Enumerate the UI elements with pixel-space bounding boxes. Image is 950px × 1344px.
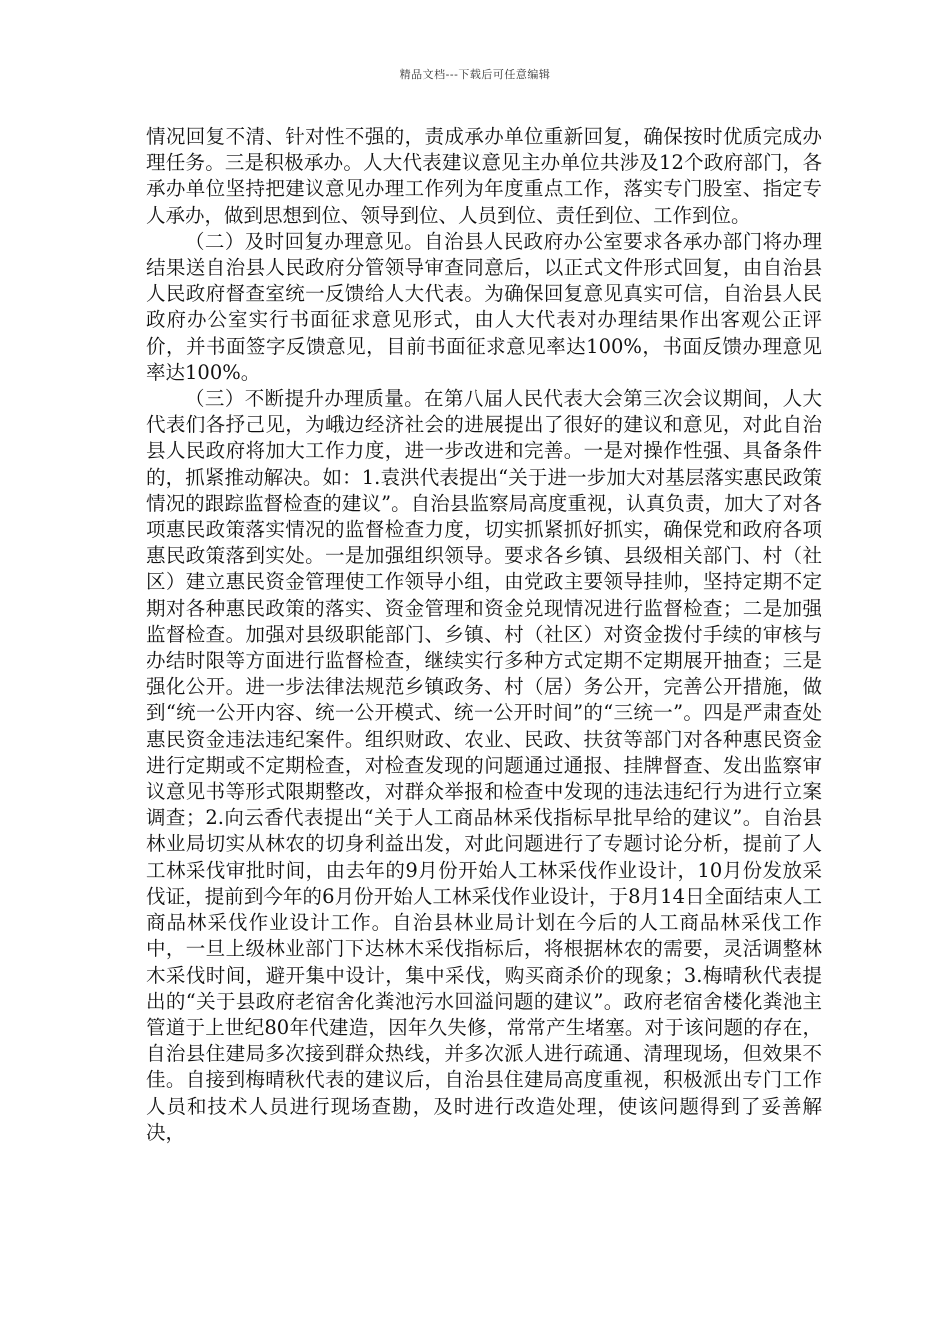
body-paragraph: （二）及时回复办理意见。自治县人民政府办公室要求各承办部门将办理结果送自治县人民政府分管领导审查同意后，以正式文件形式回复，由自治县人民政府督查室统一反馈给人大代表。为确保回复意见真实可信，自治县人民政府办公室实行书面征求意见形式，由人大代表对办理结果作出客观公正评价，并书面签字反馈意见，目前书面征求意见率达100%，书面反馈办理意见率达100%。 — [146, 229, 822, 384]
document-body — [146, 124, 822, 1146]
body-paragraph: 情况回复不清、针对性不强的，责成承办单位重新回复，确保按时优质完成办理任务。三是积极承办。人大代表建议意见主办单位共涉及12个政府部门，各承办单位坚持把建议意见办理工作列为年度重点工作，落实专门股室、指定专人承办，做到思想到位、领导到位、人员到位、责任到位、工作到位。 — [146, 125, 822, 227]
page-header: 精品文档---下载后可任意编辑 — [399, 68, 551, 81]
body-paragraph: （三）不断提升办理质量。在第八届人民代表大会第三次会议期间，人大代表们各抒己见，为峨边经济社会的进展提出了很好的建议和意见，对此自治县人民政府将加大工作力度，进一步改进和完善。一是对操作性强、具备条件的，抓紧推动解决。如：1.袁洪代表提出“关于进一步加大对基层落实惠民政策情况的跟踪监督检查的建议”。自治县监察局高度重视，认真负责，加大了对各项惠民政策落实情况的监督检查力度，切实抓紧抓好抓实，确保党和政府各项惠民政策落到实处。一是加强组织领导。要求各乡镇、县级相关部门、村（社区）建立惠民资金管理使工作领导小组，由党政主要领导挂帅，坚持定期不定期对各种惠民政策的落实、资金管理和资金兑现情况进行监督检查；二是加强监督检查。加强对县级职能部门、乡镇、村（社区）对资金拨付手续的审核与办结时限等方面进行监督检查，继续实行多种方式定期不定期展开抽查；三是强化公开。进一步法律法规范乡镇政务、村（居）务公开，完善公开措施，做到“统一公开内容、统一公开模式、统一公开时间”的“三统一”。四是严肃查处惠民资金违法违纪案件。组织财政、农业、民政、扶贫等部门对各种惠民资金进行定期或不定期检查，对检查发现的问题通过通报、挂牌督查、发出监察审议意见书等形式限期整改，对群众举报和检查中发现的违法违纪行为进行立案调查；2.向云香代表提出“关于人工商品林采伐指标早批早给的建议”。自治县林业局切实从林农的切身利益出发，对此问题进行了专题讨论分析，提前了人工林采伐审批时间，由去年的9月份开始人工林采伐作业设计，10月份发放采伐证，提前到今年的6月份开始人工林采伐作业设计，于8月14日全面结束人工商品林采伐作业设计工作。自治县林业局计划在今后的人工商品林采伐工作中，一旦上级林业部门下达林木采伐指标后，将根据林农的需要，灵活调整林木采伐时间，避开集中设计，集中采伐，购买商杀价的现象；3.梅晴秋代表提出的“关于县政府老宿舍化粪池污水回溢问题的建议”。政府老宿舍楼化粪池主管道于上世纪80年代建造，因年久失修，常常产生堵塞。对于该问题的存在，自治县住建局多次接到群众热线，并多次派人进行疏通、清理现场，但效果不佳。自接到梅晴秋代表的建议后，自治县住建局高度重视，积极派出专门工作人员和技术人员进行现场查勘，及时进行改造处理，使该问题得到了妥善解决， — [146, 387, 822, 1144]
